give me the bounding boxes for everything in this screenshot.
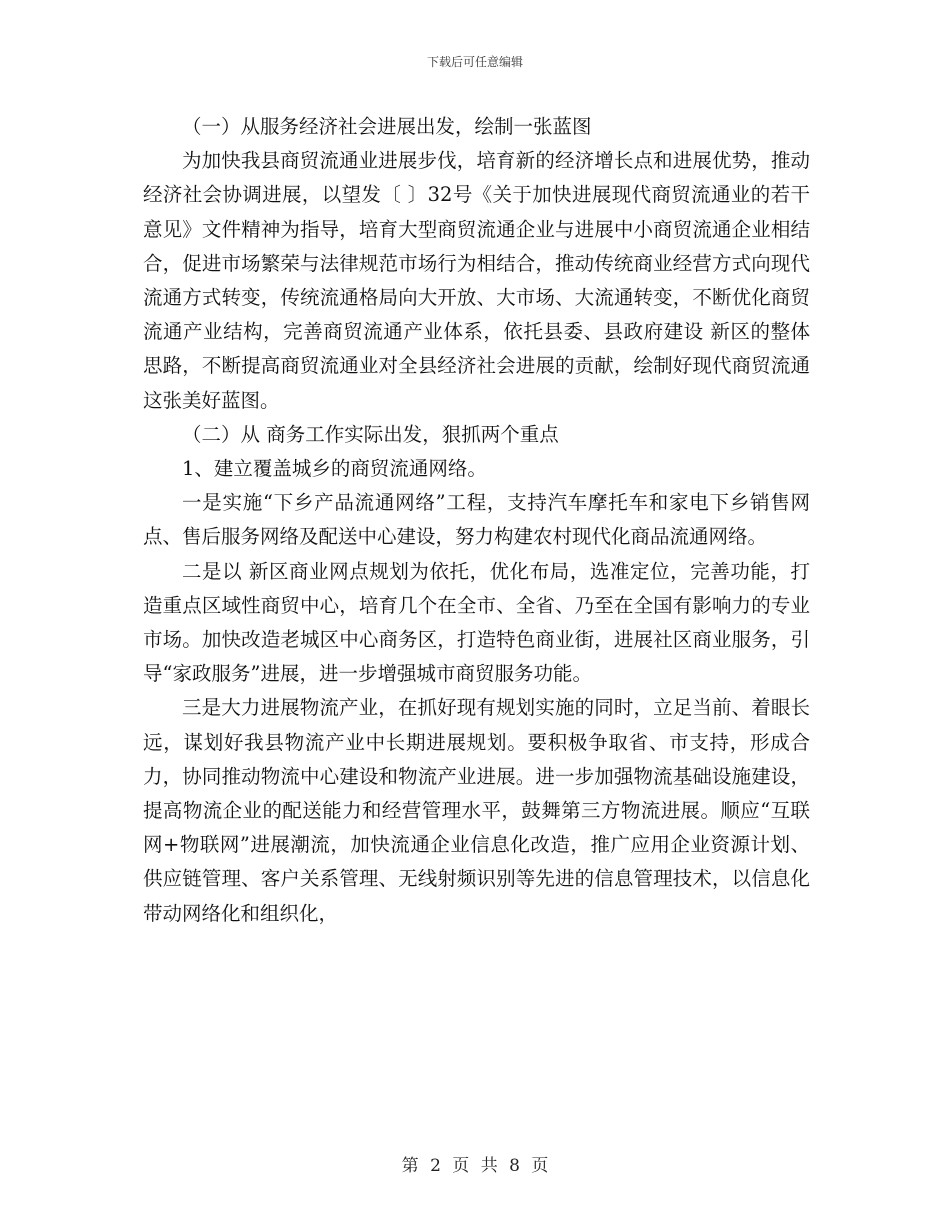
paragraph-4: 三是大力进展物流产业，在抓好现有规划实施的同时，立足当前、着眼长远，谋划好我县物流产业中长期进展规划。要积极争取省、市支持，形成合力，协同推动物流中心建设和物流产业进展。进一步加强物流基础设施建设，提高物流企业的配送能力和经营管理水平，鼓舞第三方物流进展。顺应“互联网+物联网”进展潮流，加快流通企业信息化改造，推广应用企业资源计划、供应链管理、客户关系管理、无线射频识别等先进的信息管理技术，以信息化带动网络化和组织化，	[143, 696, 810, 925]
paragraph-3: 二是以 新区商业网点规划为依托，优化布局，选准定位，完善功能，打造重点区域性商贸中心，培育几个在全市、全省、乃至在全国有影响力的专业市场。加快改造老城区中心商务区，打造特色商业街，进展社区商业服务，引导“家政服务”进展，进一步增强城市商贸服务功能。	[143, 559, 810, 686]
paragraph-1: 为加快我县商贸流通业进展步伐，培育新的经济增长点和进展优势，推动经济社会协调进展，以望发〔 〕32号《关于加快进展现代商贸流通业的若干意见》文件精神为指导，培育大型商贸流通企业与进展中小商贸流通企业相结合，促进市场繁荣与法律规范市场行为相结合，推动传统商业经营方式向现代流通方式转变，传统流通格局向大开放、大市场、大流通转变，不断优化商贸流通产业结构，完善商贸流通产业体系，依托县委、县政府建设 新区的整体思路，不断提高商贸流通业对全县经济社会进展的贡献，绘制好现代商贸流通这张美好蓝图。	[143, 149, 810, 412]
paragraph-2: 一是实施“下乡产品流通网络”工程，支持汽车摩托车和家电下乡销售网点、售后服务网络及配送中心建设，努力构建农村现代化商品流通网络。	[143, 491, 810, 549]
document-body	[143, 110, 810, 931]
page-number: 第 2 页 共 8 页	[401, 1156, 549, 1176]
subheading-1: 1、建立覆盖城乡的商贸流通网络。	[182, 457, 487, 481]
section-heading-2: （二）从 商务工作实际出发，狠抓两个重点	[182, 422, 559, 446]
section-heading-1: （一）从服务经济社会进展出发，绘制一张蓝图	[182, 115, 592, 138]
page-header-note: 下载后可任意编辑	[426, 55, 523, 69]
